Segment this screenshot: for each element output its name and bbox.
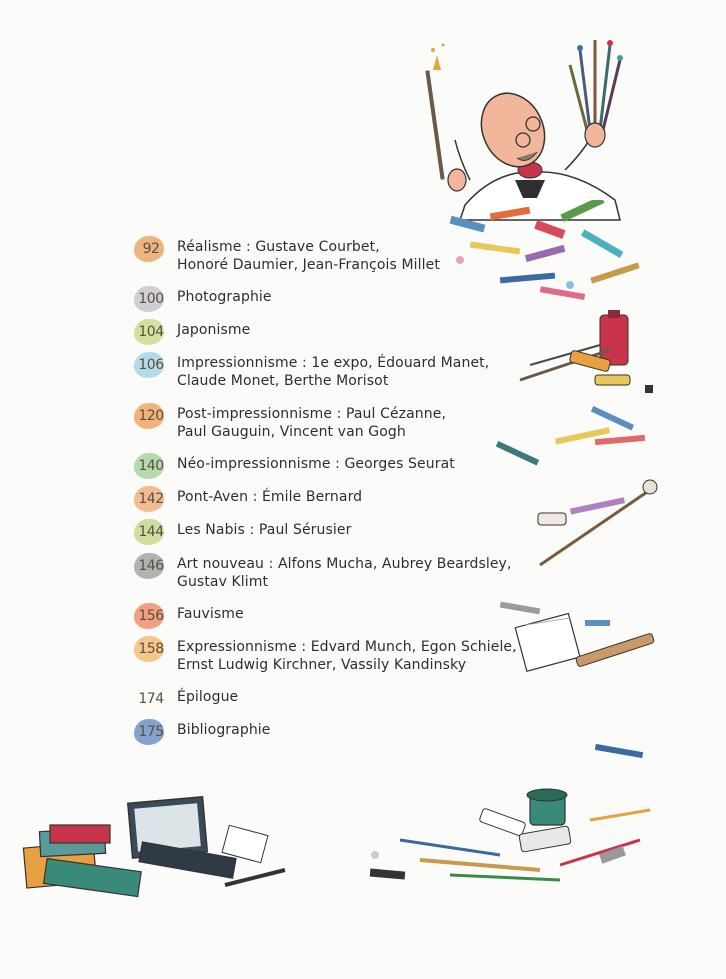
art-supplies-pile	[440, 200, 660, 310]
page-number-badge: 104	[132, 319, 170, 345]
page-number-badge: 106	[132, 352, 170, 378]
paint-tube-and-brushes	[500, 310, 670, 400]
page-number-badge: 144	[132, 519, 170, 545]
colored-pencils	[495, 405, 655, 475]
entry-title: Japonisme	[177, 322, 251, 338]
entry-title: Expressionnisme : Edvard Munch, Egon Schiele, Ernst Ludwig Kirchner, Vassily Kandinsky	[177, 639, 517, 673]
entry-title: Les Nabis : Paul Sérusier	[177, 522, 352, 538]
toc-entry[interactable]	[132, 486, 512, 512]
page-number-badge: 175	[132, 719, 170, 745]
toc-entry[interactable]	[132, 453, 512, 479]
toc-entry[interactable]	[132, 553, 512, 593]
toc-entry[interactable]	[132, 686, 512, 712]
page-number-badge: 158	[132, 636, 170, 662]
entry-title: Néo-impressionnisme : Georges Seurat	[177, 456, 455, 472]
toc-entry[interactable]	[132, 636, 517, 676]
entry-title: Art nouveau : Alfons Mucha, Aubrey Beardsley, Gustav Klimt	[177, 556, 512, 590]
toc-entry[interactable]	[132, 519, 512, 545]
entry-title: Réalisme : Gustave Courbet, Honoré Daumier, Jean-François Millet	[177, 239, 440, 273]
toc-entry[interactable]	[132, 719, 512, 745]
toc-entry[interactable]	[132, 352, 512, 392]
entry-title: Pont-Aven : Émile Bernard	[177, 489, 363, 505]
page-number-badge: 140	[132, 453, 170, 479]
page-number-badge: 100	[132, 286, 170, 312]
page-number-badge: 156	[132, 603, 170, 629]
toc-entry[interactable]	[132, 319, 512, 345]
entry-title: Post-impressionnisme : Paul Cézanne, Paul Gauguin, Vincent van Gogh	[177, 406, 446, 440]
entry-title: Photographie	[177, 289, 272, 305]
entry-title: Bibliographie	[177, 722, 271, 738]
toc-entry[interactable]	[132, 603, 512, 629]
laptop-with-books	[20, 790, 290, 900]
page-number-badge: 146	[132, 553, 170, 579]
entry-title: Fauvisme	[177, 606, 244, 622]
page-number-badge: 92	[132, 236, 170, 262]
single-pencil	[595, 740, 655, 765]
bottom-art-supplies	[360, 780, 660, 890]
page-number-badge: 120	[132, 403, 170, 429]
entry-title: Épilogue	[177, 689, 239, 705]
brush-and-eraser	[530, 475, 670, 575]
entry-title: Impressionnisme : 1e expo, Édouard Manet, Claude Monet, Berthe Morisot	[177, 355, 490, 389]
sketchbook-and-brush	[500, 600, 670, 680]
page-number-badge: 142	[132, 486, 170, 512]
toc-entry[interactable]	[132, 403, 512, 443]
page-number-badge: 174	[132, 686, 170, 712]
